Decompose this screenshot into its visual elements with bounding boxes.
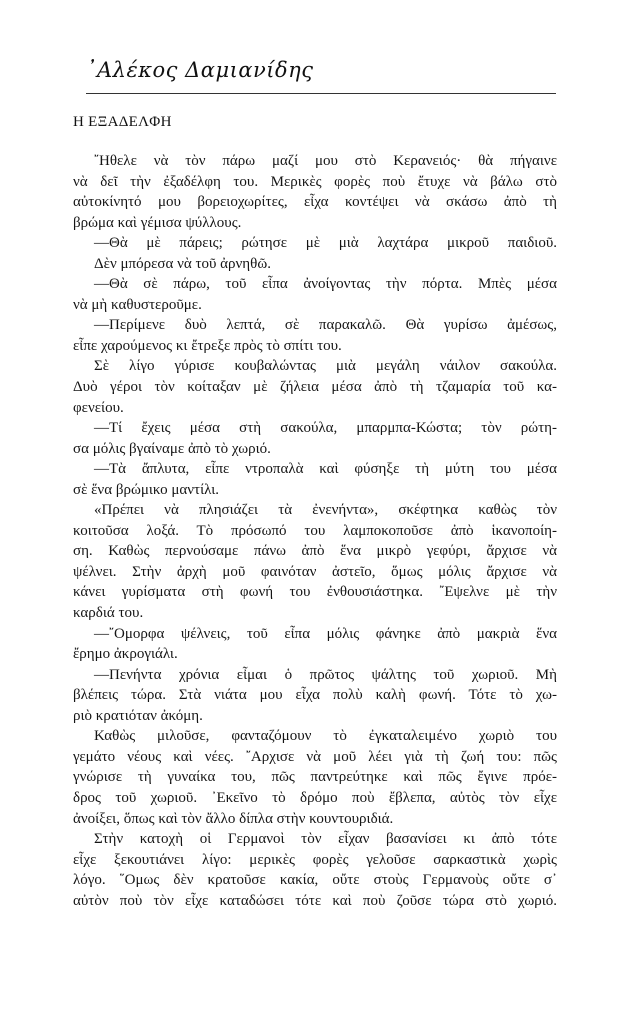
text-line: Καθὼς μιλοῦσε, φανταζόμουν τὸ ἐγκαταλειμένο χωριὸ του <box>94 728 557 745</box>
text-line: καρδιά του. <box>73 605 144 622</box>
text-line: ἔρημο ἀκρογιάλι. <box>73 646 178 663</box>
text-line: Δυὸ γέροι τὸν κοίταξαν μὲ ζήλεια μέσα ἀπὸ τὴ τζαμαρία τοῦ κα- <box>73 379 557 396</box>
text-line: ψέλνει. Στὴν ἀρχὴ μοῦ φαινόταν ἀστεῖο, ὅμως μόλις ἄρχισε νὰ <box>73 563 557 580</box>
text-line: φενείου. <box>73 399 124 416</box>
text-line: βρώμα καὶ γέμισα ψύλλους. <box>73 214 242 231</box>
text-line: αὐτοκίνητό μου βορειοχωρίτες, εἶχα κοντέψει νὰ σκάσω ἀπὸ τὴ <box>73 194 557 211</box>
text-line: εἶχε ξεκουτιάνει λίγο: μερικὲς φορὲς γελοῦσε σαρκαστικὰ χωρὶς <box>73 851 557 868</box>
text-line: βλέπεις τώρα. Στὰ νιάτα μου εἶχα πολὺ καλὴ φωνή. Τότε τὸ χω- <box>73 687 557 704</box>
header-rule <box>86 93 556 94</box>
text-line: κοιτοῦσα λοξά. Τὸ πρόσωπό του λαμποκοποῦσε ἀπὸ ἱκανοποίη- <box>73 522 557 539</box>
text-line: —Τί ἔχεις μέσα στὴ σακούλα, μπαρμπα-Κώστα; τὸν ρώτη- <box>94 420 557 437</box>
text-line: γνώρισε τὴ γυναίκα του, πῶς παντρεύτηκε καὶ πῶς ἔγινε πρόε- <box>73 769 557 786</box>
text-line: —Θὰ μὲ πάρεις; ρώτησε μὲ μιὰ λαχτάρα μικροῦ παιδιοῦ. <box>94 235 557 252</box>
running-header-author: ᾿Αλέκος Δαμιανίδης <box>86 58 314 82</box>
text-line: «Πρέπει νὰ πλησιάζει τὰ ἐνενήντα», σκέφτηκα καθὼς τὸν <box>94 502 557 519</box>
text-line: —῎Ομορφα ψέλνεις, τοῦ εἶπα μόλις φάνηκε ἀπὸ μακριὰ ἕνα <box>94 625 557 642</box>
text-line: —Πενήντα χρόνια εἶμαι ὁ πρῶτος ψάλτης τοῦ χωριοῦ. Μὴ <box>94 666 557 683</box>
text-line: νὰ μὴ καθυστεροῦμε. <box>73 296 202 313</box>
text-line: γεμάτο νέους καὶ νέες. ῎Αρχισε νὰ μοῦ λέει γιὰ τὴ ζωή του: πῶς <box>73 748 557 765</box>
text-line: Δὲν μπόρεσα νὰ τοῦ ἀρνηθῶ. <box>94 255 271 272</box>
text-line: σὲ ἕνα βρώμικο μαντίλι. <box>73 481 219 498</box>
text-line: —Θὰ σὲ πάρω, τοῦ εἶπα ἀνοίγοντας τὴν πόρτα. Μπὲς μέσα <box>94 276 557 293</box>
text-line: —Τὰ ἄπλυτα, εἶπε ντροπαλὰ καὶ φύσηξε τὴ μύτη του μέσα <box>94 461 557 478</box>
text-line: ῎Ηθελε νὰ τὸν πάρω μαζί μου στὸ Κερανειός· θὰ πήγαινε <box>94 153 557 169</box>
text-line: εἶπε χαρούμενος κι ἔτρεξε πρὸς τὸ σπίτι του. <box>73 337 342 354</box>
text-line: κάνει γυρίσματα στὴ φωνή του ἐνθουσιάστηκα. ῎Εψελνε μὲ τὴν <box>73 584 557 601</box>
text-line: νὰ δεῖ τὴν ἐξαδέλφη του. Μερικὲς φορὲς ποὺ ἔτυχε νὰ βάλω στὸ <box>73 173 557 190</box>
story-title: Η ΕΞΑΔΕΛΦΗ <box>73 114 172 130</box>
text-line: σα μόλις βγαίναμε ἀπὸ τὸ χωριό. <box>73 440 271 457</box>
text-line: λόγο. ῞Ομως δὲν κρατοῦσε κακία, οὔτε στοὺς Γερμανοὺς οὔτε σ᾿ <box>73 872 557 889</box>
text-line: Στὴν κατοχὴ οἱ Γερμανοὶ τὸν εἶχαν βασανίσει κι ἀπὸ τότε <box>94 831 557 848</box>
text-line: ἀνοίξει, ὅπως καὶ τὸν ἄλλο δίπλα στὴν κουντουριδιά. <box>73 810 394 827</box>
text-line: αὐτὸν ποὺ τὸν εἶχε καταδώσει τότε καὶ ποὺ ζοῦσε τώρα στὸ χωριό. <box>73 892 557 909</box>
text-line: Σὲ λίγο γύρισε κουβαλώντας μιὰ μεγάλη νάιλον σακούλα. <box>94 358 557 375</box>
text-line: —Περίμενε δυὸ λεπτά, σὲ παρακαλῶ. Θὰ γυρίσω ἀμέσως, <box>94 317 557 334</box>
text-line: ση. Καθὼς περνούσαμε πάνω ἀπὸ ἕνα μικρὸ γεφύρι, ἄρχισε νὰ <box>73 543 557 560</box>
story-body <box>73 151 557 911</box>
text-line: δρος τοῦ χωριοῦ. ᾿Εκεῖνο τὸ δρόμο ποὺ ἔβλεπα, αὐτὸς τὸν εἶχε <box>73 789 557 806</box>
text-line: ριὸ κρατιόταν ἀκόμη. <box>73 707 203 724</box>
